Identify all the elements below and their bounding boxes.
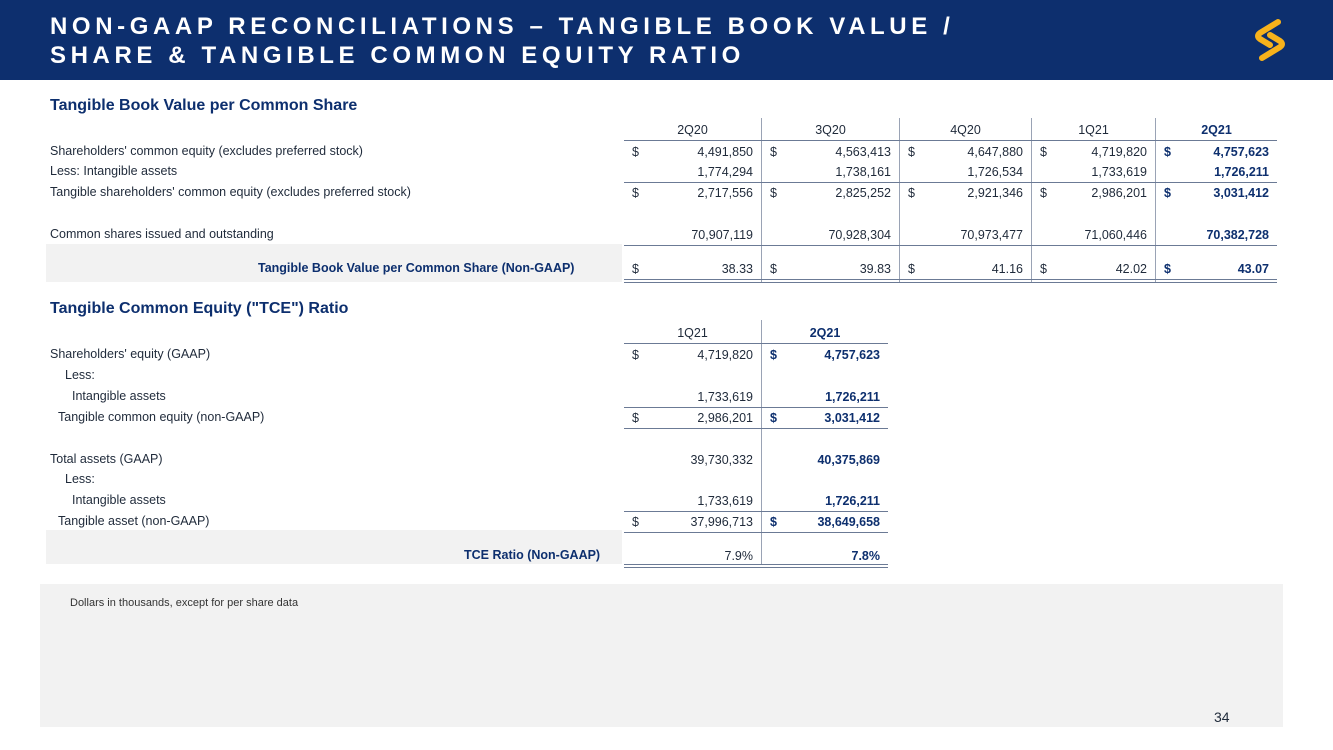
dollar-sign: $ <box>770 145 777 159</box>
dollar-sign: $ <box>770 186 777 200</box>
value-cell: 1,733,619 <box>1091 165 1147 179</box>
dollar-sign: $ <box>632 515 639 529</box>
slide-title <box>50 12 954 70</box>
value-cell: 70,928,304 <box>828 228 891 242</box>
value-cell: 3,031,412 <box>1213 186 1269 200</box>
value-cell: 2,921,346 <box>967 186 1023 200</box>
tbv-total-label: Tangible Book Value per Common Share (Non-GAAP) <box>258 261 575 275</box>
value-cell: 4,491,850 <box>697 145 753 159</box>
dollar-sign: $ <box>632 411 639 425</box>
value-cell: 39.83 <box>859 262 891 276</box>
dollar-sign: $ <box>632 262 639 276</box>
tce-row-label: Total assets (GAAP) <box>50 452 163 466</box>
value-cell: 2,717,556 <box>697 186 753 200</box>
tbv-row-label: Less: Intangible assets <box>50 164 178 178</box>
tbv-col-header: 4Q20 <box>950 123 981 137</box>
value-cell: 2,825,252 <box>835 186 891 200</box>
s-logo-icon <box>1250 18 1290 62</box>
slide-title-line-2: SHARE & TANGIBLE COMMON EQUITY RATIO <box>50 42 745 69</box>
dollar-sign: $ <box>1164 145 1171 159</box>
value-cell: 7.9% <box>724 549 753 563</box>
value-cell: 3,031,412 <box>824 411 880 425</box>
value-cell: 39,730,332 <box>690 453 753 467</box>
tbv-section-title: Tangible Book Value per Common Share <box>50 97 358 114</box>
tce-row-label: Intangible assets <box>72 493 166 507</box>
dollar-sign: $ <box>770 515 777 529</box>
value-cell: 4,719,820 <box>697 348 753 362</box>
value-cell: 7.8% <box>851 549 880 563</box>
tbv-header-rule <box>624 140 1277 141</box>
value-cell: 1,726,211 <box>825 494 880 508</box>
value-cell: 2,986,201 <box>697 411 753 425</box>
tce-row-label: Less: <box>65 472 95 486</box>
value-cell: 1,774,294 <box>697 165 753 179</box>
value-cell: 4,757,623 <box>1213 145 1269 159</box>
tce-equity-rule <box>624 428 888 429</box>
tce-total-double-rule <box>624 564 888 568</box>
tbv-col-header: 1Q21 <box>1078 123 1109 137</box>
value-cell: 37,996,713 <box>690 515 753 529</box>
tbv-col-header: 2Q20 <box>677 123 708 137</box>
value-cell: 1,726,534 <box>967 165 1023 179</box>
value-cell: 71,060,446 <box>1084 228 1147 242</box>
value-cell: 4,563,413 <box>835 145 891 159</box>
value-cell: 43.07 <box>1237 262 1269 276</box>
tbv-col-header-current: 2Q21 <box>1201 123 1232 137</box>
tce-row-label: Shareholders' equity (GAAP) <box>50 347 211 361</box>
value-cell: 70,907,119 <box>691 228 753 242</box>
dollar-sign: $ <box>1164 262 1171 276</box>
dollar-sign: $ <box>1040 262 1047 276</box>
value-cell: 1,726,211 <box>825 390 880 404</box>
dollar-sign: $ <box>1164 186 1171 200</box>
slide-title-line-1: NON-GAAP RECONCILIATIONS – TANGIBLE BOOK VALUE / <box>50 13 955 40</box>
slide-header <box>0 0 1333 80</box>
tbv-row-label: Shareholders' common equity (excludes preferred stock) <box>50 144 363 158</box>
value-cell: 70,382,728 <box>1206 228 1269 242</box>
dollar-sign: $ <box>908 262 915 276</box>
tce-row-label: Tangible common equity (non-GAAP) <box>58 410 265 424</box>
dollar-sign: $ <box>632 145 639 159</box>
tce-total-label: TCE Ratio (Non-GAAP) <box>464 548 601 562</box>
dollar-sign: $ <box>770 262 777 276</box>
tce-col-header: 1Q21 <box>677 326 708 340</box>
value-cell: 4,647,880 <box>967 145 1023 159</box>
value-cell: 1,738,161 <box>835 165 891 179</box>
dollar-sign: $ <box>770 411 777 425</box>
dollar-sign: $ <box>770 348 777 362</box>
footnote: Dollars in thousands, except for per share data <box>70 597 299 609</box>
value-cell: 40,375,869 <box>817 453 880 467</box>
dollar-sign: $ <box>908 145 915 159</box>
value-cell: 1,733,619 <box>697 494 753 508</box>
tbv-shares-rule <box>624 245 1277 246</box>
value-cell: 41.16 <box>991 262 1023 276</box>
value-cell: 2,986,201 <box>1091 186 1147 200</box>
tce-row-label: Tangible asset (non-GAAP) <box>58 514 210 528</box>
tce-section-title: Tangible Common Equity ("TCE") Ratio <box>50 300 349 317</box>
dollar-sign: $ <box>908 186 915 200</box>
tbv-row-label: Common shares issued and outstanding <box>50 227 274 241</box>
tce-header-rule <box>624 343 888 344</box>
tbv-total-double-rule <box>624 279 1277 283</box>
dollar-sign: $ <box>632 348 639 362</box>
tce-col-header-current: 2Q21 <box>809 326 841 340</box>
tce-row-label: Intangible assets <box>72 389 166 403</box>
value-cell: 38,649,658 <box>817 515 880 529</box>
value-cell: 38.33 <box>721 262 753 276</box>
tbv-col-header: 3Q20 <box>815 123 846 137</box>
dollar-sign: $ <box>1040 186 1047 200</box>
value-cell: 4,719,820 <box>1091 145 1147 159</box>
tbv-row-label: Tangible shareholders' common equity (excludes preferred stock) <box>50 185 411 199</box>
tce-row-label: Less: <box>65 368 95 382</box>
value-cell: 4,757,623 <box>824 348 880 362</box>
value-cell: 42.02 <box>1115 262 1147 276</box>
dollar-sign: $ <box>632 186 639 200</box>
value-cell: 1,726,211 <box>1214 165 1269 179</box>
page-number: 34 <box>1214 709 1230 725</box>
value-cell: 70,973,477 <box>960 228 1023 242</box>
tce-asset-rule <box>624 532 888 533</box>
dollar-sign: $ <box>1040 145 1047 159</box>
value-cell: 1,733,619 <box>697 390 753 404</box>
